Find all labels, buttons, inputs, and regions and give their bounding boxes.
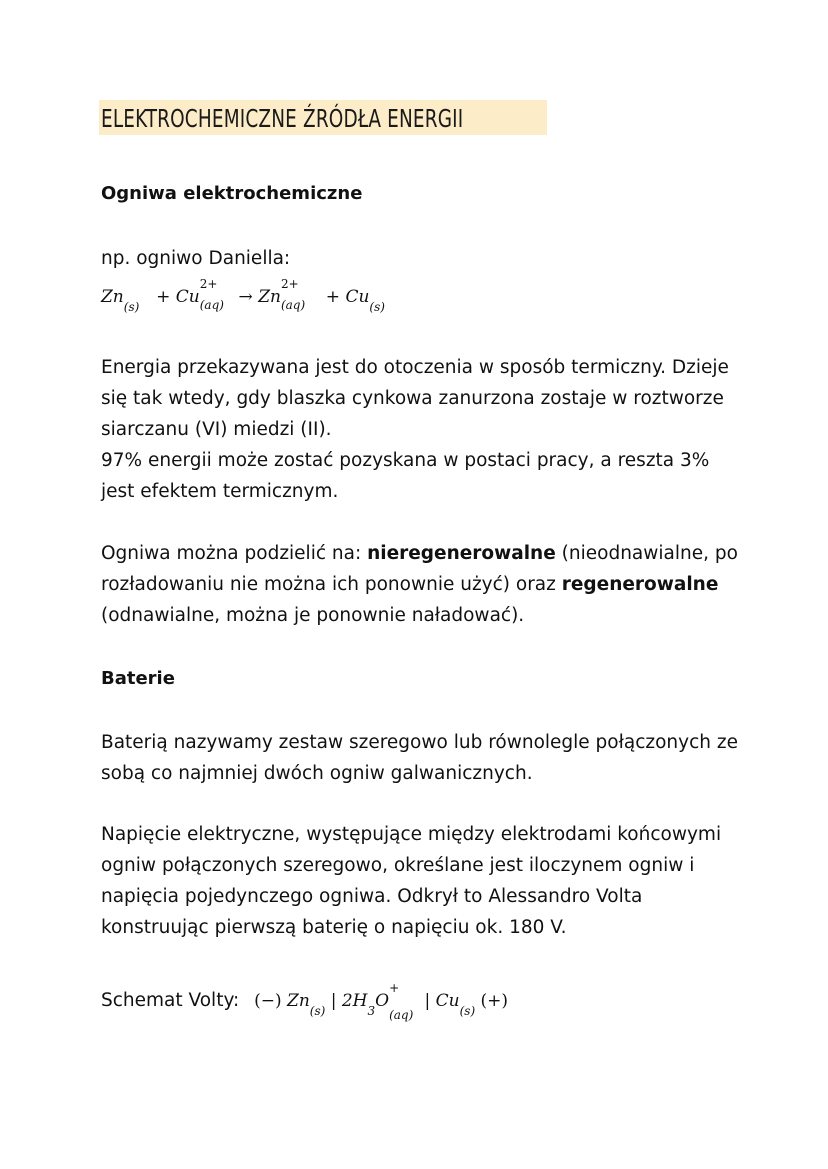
eq-plus-1: + xyxy=(156,287,171,307)
eq-zn-ion-state: (aq) xyxy=(280,298,306,312)
paragraph-line: napięcia pojedynczego ogniwa. Odkrył to Alessandro Volta xyxy=(101,886,643,907)
paragraph-bateria xyxy=(101,727,741,789)
paragraph-line: (odnawialne, można je ponownie naładować). xyxy=(101,605,525,626)
paragraph-line: Baterią nazywamy zestaw szeregowo lub równolegle połączonych ze xyxy=(101,732,738,753)
paragraph-energia xyxy=(101,352,741,507)
text-run: (nieodnawialne, po xyxy=(555,543,738,564)
section-heading-ogniwa: Ogniwa elektrochemiczne xyxy=(101,183,363,204)
scheme-h-index: 3 xyxy=(367,1004,376,1018)
paragraph-line: konstruując pierwszą baterię o napięciu ok. 180 V. xyxy=(101,917,567,938)
paragraph-podzial xyxy=(101,538,741,631)
page-title: ELEKTROCHEMICZNE ŹRÓDŁA ENERGII xyxy=(101,104,464,133)
example-label xyxy=(101,243,741,274)
paragraph-napiecie xyxy=(101,819,741,943)
example-label-text: np. ogniwo Daniella: xyxy=(101,248,291,269)
title-highlight xyxy=(99,100,547,135)
paragraph-line xyxy=(101,538,741,569)
scheme-cu-state: (s) xyxy=(459,1004,476,1018)
eq-plus-2: + xyxy=(325,287,341,307)
scheme-bar-2: | xyxy=(424,991,431,1011)
text-run: Ogniwa można podzielić na: xyxy=(101,543,368,564)
eq-cu-ion: Cu xyxy=(175,287,200,307)
scheme-coef: 2H xyxy=(341,991,368,1011)
section-heading-baterie: Baterie xyxy=(101,668,175,689)
paragraph-line: ogniw połączonych szeregowo, określane jest iloczynem ogniw i xyxy=(101,855,695,876)
eq-arrow: → xyxy=(238,287,253,307)
paragraph-line: Energia przekazywana jest do otoczenia w sposób termiczny. Dzieje xyxy=(101,357,729,378)
eq-zn-ion-charge: 2+ xyxy=(280,277,299,291)
scheme-zn: Zn xyxy=(287,991,310,1011)
scheme-o: O xyxy=(375,991,390,1011)
eq-cu-ion-state: (aq) xyxy=(199,298,224,312)
scheme-minus: (−) xyxy=(254,991,282,1011)
eq-cu-ion-charge: 2+ xyxy=(199,277,218,291)
paragraph-line: się tak wtedy, gdy blaszka cynkowa zanurzona zostaje w roztworze xyxy=(101,388,724,409)
scheme-plus: (+) xyxy=(480,991,509,1011)
paragraph-line: sobą co najmniej dwóch ogniw galwanicznych. xyxy=(101,763,533,784)
eq-cu-product-state: (s) xyxy=(369,300,385,314)
eq-zn-reactant: Zn xyxy=(101,287,124,307)
scheme-cu: Cu xyxy=(435,991,460,1011)
scheme-label: Schemat Volty: xyxy=(101,990,240,1011)
paragraph-line xyxy=(101,569,741,600)
scheme-bar-1: | xyxy=(330,991,337,1011)
scheme-zn-state: (s) xyxy=(309,1004,326,1018)
paragraph-line: Napięcie elektryczne, występujące między elektrodami końcowymi xyxy=(101,824,722,845)
volta-scheme xyxy=(101,981,509,1022)
scheme-aq-state: (aq) xyxy=(389,1008,414,1022)
paragraph-line: siarczanu (VI) miedzi (II). xyxy=(101,419,332,440)
scheme-charge: + xyxy=(389,981,400,995)
paragraph-line: jest efektem termicznym. xyxy=(101,481,339,502)
daniell-equation xyxy=(101,277,385,314)
text-run: rozładowaniu nie można ich ponownie użyć) oraz xyxy=(101,574,562,595)
bold-term-regenerowalne: regenerowalne xyxy=(561,574,719,595)
eq-zn-reactant-state: (s) xyxy=(123,300,140,314)
bold-term-nieregenerowalne: nieregenerowalne xyxy=(367,543,556,564)
eq-cu-product: Cu xyxy=(345,287,370,307)
eq-zn-ion: Zn xyxy=(258,287,281,307)
paragraph-line: 97% energii może zostać pozyskana w postaci pracy, a reszta 3% xyxy=(101,450,710,471)
